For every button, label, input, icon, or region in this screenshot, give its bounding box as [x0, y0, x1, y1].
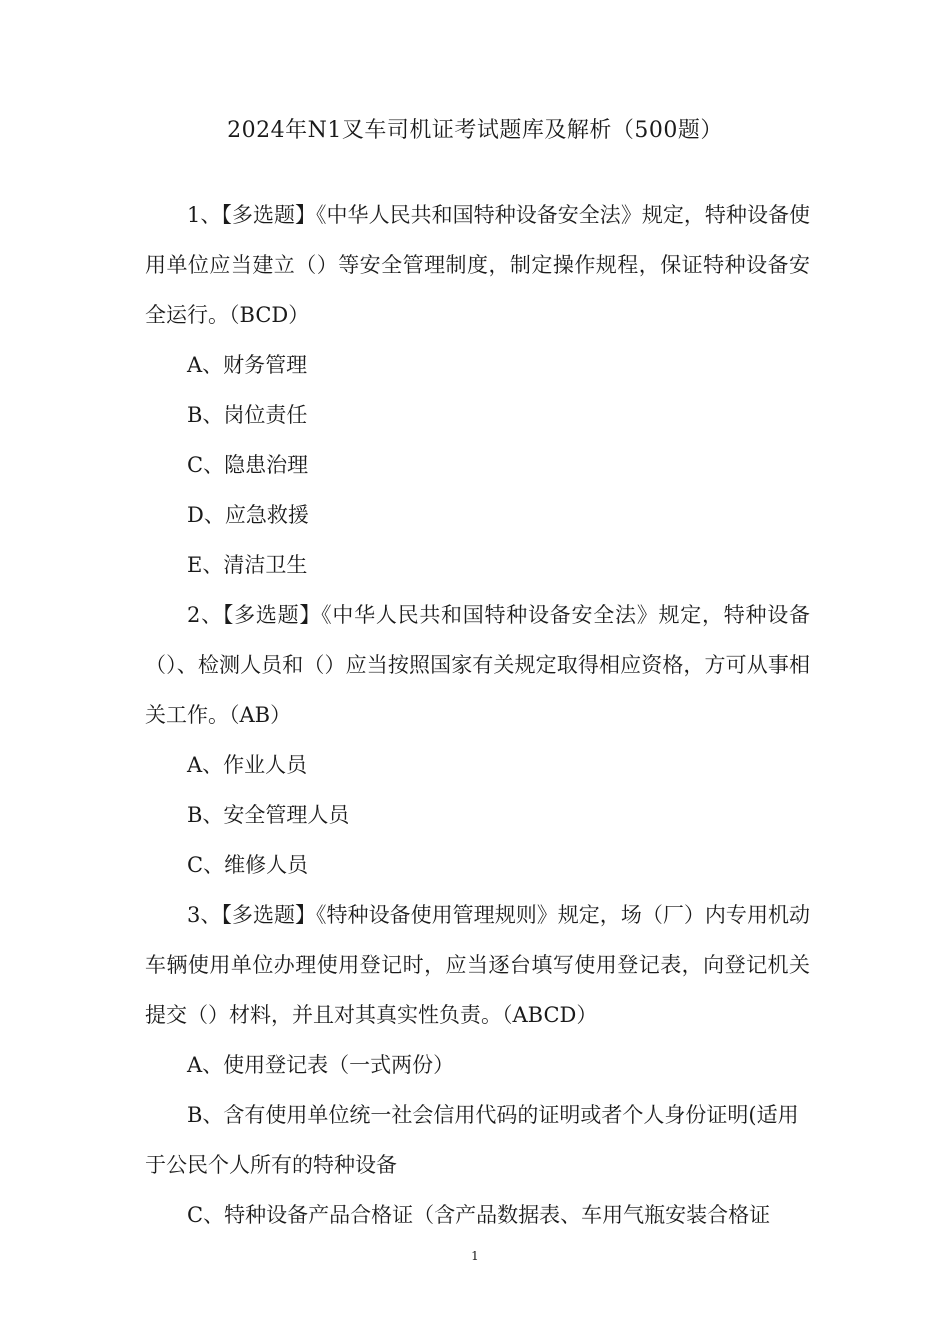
question-stem: 2、【多选题】《中华人民共和国特种设备安全法》规定，特种设备（）、检测人员和（）应当按照国家有关规定取得相应资格，方可从事相关工作。（AB） [145, 603, 810, 727]
question-option: C、特种设备产品合格证（含产品数据表、车用气瓶安装合格证 [187, 1203, 771, 1227]
question-stem: 3、【多选题】《特种设备使用管理规则》规定，场（厂）内专用机动车辆使用单位办理使用登记时，应当逐台填写使用登记表，向登记机关提交（）材料，并且对其真实性负责。（ABCD） [145, 903, 810, 1027]
question-item [145, 590, 810, 890]
question-option: B、安全管理人员 [187, 803, 350, 827]
question-option: D、应急救援 [187, 503, 309, 527]
question-option: A、使用登记表（一式两份） [187, 1053, 455, 1077]
question-item [145, 890, 810, 1240]
question-option: E、清洁卫生 [187, 553, 308, 577]
question-option: C、维修人员 [187, 853, 309, 877]
question-stem: 1、【多选题】《中华人民共和国特种设备安全法》规定，特种设备使用单位应当建立（）等安全管理制度，制定操作规程，保证特种设备安全运行。（BCD） [145, 203, 810, 327]
question-list [145, 190, 810, 1240]
question-option: C、隐患治理 [187, 453, 309, 477]
question-item [145, 190, 810, 590]
question-option: A、作业人员 [187, 753, 308, 777]
document-title: 2024年N1叉车司机证考试题库及解析（500题） [227, 118, 723, 143]
question-option: B、含有使用单位统一社会信用代码的证明或者个人身份证明(适用于公民个人所有的特种设备 [145, 1103, 799, 1177]
question-option: B、岗位责任 [187, 403, 308, 427]
question-option: A、财务管理 [187, 353, 308, 377]
page-number: 1 [471, 1249, 479, 1263]
